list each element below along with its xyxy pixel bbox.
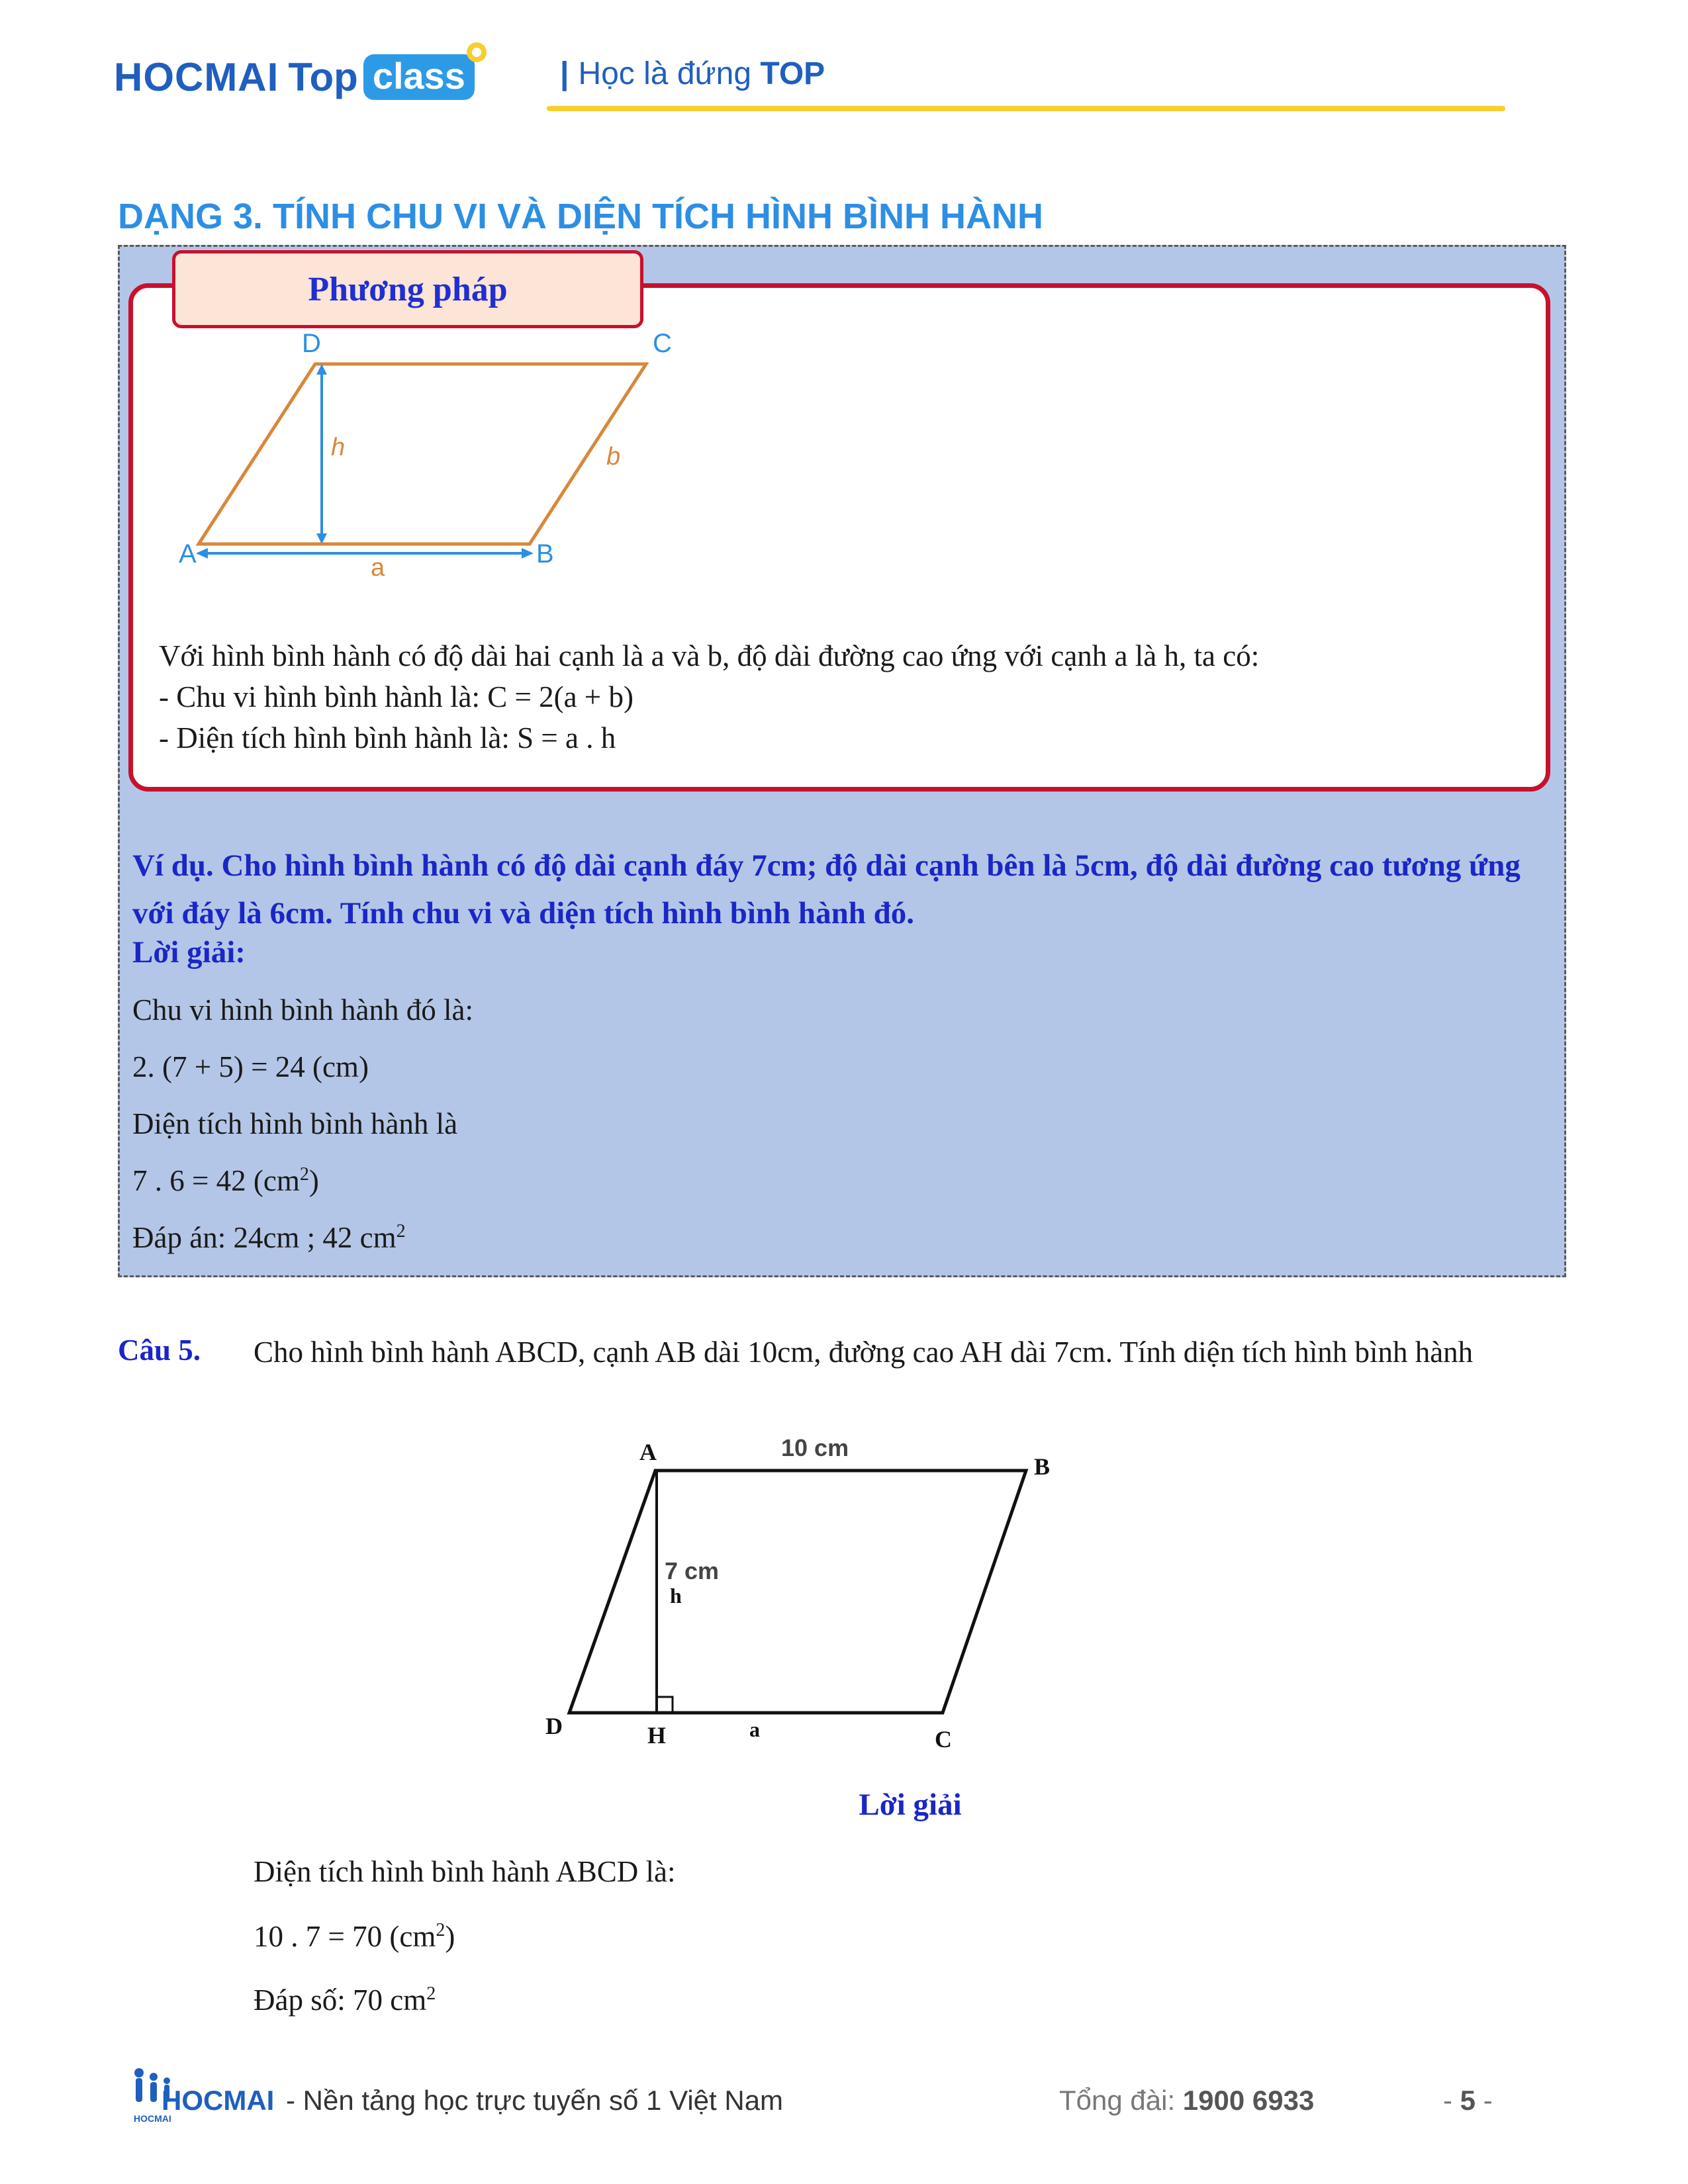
label-a: a	[749, 1717, 760, 1741]
label-a: a	[371, 554, 385, 576]
footer-slogan: - Nền tảng học trực tuyến số 1 Việt Nam	[286, 2085, 784, 2116]
length-ah: 7 cm	[665, 1557, 720, 1584]
question-label: Câu 5.	[118, 1334, 201, 1367]
label-h: h	[331, 433, 346, 461]
page-number-value: 5	[1460, 2085, 1476, 2116]
line5-base: Đáp án: 24cm ; 42 cm	[132, 1221, 397, 1254]
vertex-D: D	[545, 1713, 563, 1739]
example-solution-line: 2. (7 + 5) = 24 (cm)	[132, 1050, 369, 1083]
example-solution-line: Chu vi hình bình hành đó là:	[132, 993, 473, 1026]
method-tab: Phương pháp	[172, 250, 643, 328]
page-prefix: -	[1443, 2085, 1452, 2116]
parallelogram-abcd-shape	[569, 1471, 1026, 1713]
vertex-C: C	[935, 1726, 952, 1752]
line5-exp: 2	[396, 1221, 406, 1242]
perimeter-formula: - Chu vi hình bình hành là: C = 2(a + b)	[159, 680, 633, 713]
logo-hocmai: HOCMAI	[114, 55, 279, 99]
length-ab: 10 cm	[781, 1434, 849, 1461]
question-text: Cho hình bình hành ABCD, cạnh AB dài 10cm, đường cao AH dài 7cm. Tính diện tích hình bình hành	[254, 1336, 1474, 1369]
label-b: b	[606, 443, 621, 471]
line4-close: )	[308, 1164, 319, 1197]
logo-top: Top	[288, 55, 358, 99]
hotline-number: 1900 6933	[1182, 2085, 1315, 2116]
vertex-B: B	[536, 539, 554, 569]
brand-logo	[114, 54, 475, 100]
method-intro: Với hình bình hành có độ dài hai cạnh là a và b, độ dài đường cao ứng với cạnh a là h, ta có:	[159, 639, 1260, 672]
ans3-exp: 2	[426, 1983, 436, 2004]
footer-brand: HOCMAI	[162, 2085, 275, 2116]
vertex-D: D	[302, 329, 321, 358]
example-statement: Ví dụ. Cho hình bình hành có độ dài cạnh đáy 7cm; độ dài cạnh bên là 5cm, độ dài đường cao tương ứng với đáy là 6cm. Tính chu vi và diện tích hình bình hành đó.	[132, 848, 1521, 931]
ans3-base: Đáp số: 70 cm	[254, 1983, 427, 2017]
base-arrow-right	[522, 548, 534, 559]
example-solution-line	[132, 1163, 319, 1198]
example-solution-label: Lời giải:	[132, 935, 246, 970]
header-underline	[547, 106, 1505, 111]
line4-base: 7 . 6 = 42 (cm	[132, 1164, 300, 1197]
ans2-exp: 2	[436, 1920, 445, 1940]
question-solution-line	[254, 1919, 455, 1954]
tagline-prefix: Học là đứng	[578, 56, 752, 91]
example-answer	[132, 1220, 406, 1255]
section-title: DẠNG 3. TÍNH CHU VI VÀ DIỆN TÍCH HÌNH BÌNH HÀNH	[118, 197, 1044, 236]
page-number	[1443, 2085, 1493, 2116]
footer-logo-text: HOCMAI	[134, 2113, 171, 2124]
ans2-close: )	[445, 1920, 455, 1953]
parallelogram-figure	[172, 324, 702, 576]
example-solution-line: Diện tích hình bình hành là	[132, 1107, 458, 1140]
parallelogram-shape	[199, 364, 646, 544]
ans2-base: 10 . 7 = 70 (cm	[254, 1920, 436, 1953]
page-suffix: -	[1483, 2085, 1493, 2116]
tagline	[560, 56, 825, 92]
question-solution-label: Lời giải	[859, 1788, 962, 1822]
line4-exp: 2	[299, 1164, 309, 1185]
vertex-A: A	[639, 1439, 657, 1465]
foot-H: H	[647, 1722, 667, 1749]
footer-hotline	[1059, 2085, 1314, 2116]
vertex-C: C	[653, 329, 672, 358]
question-solution-line: Diện tích hình bình hành ABCD là:	[254, 1855, 676, 1888]
vertex-A: A	[179, 539, 197, 569]
logo-class	[363, 54, 475, 100]
label-h: h	[670, 1584, 682, 1608]
star-icon	[465, 41, 488, 64]
area-formula: - Diện tích hình bình hành là: S = a . h	[159, 721, 616, 754]
hotline-label: Tổng đài:	[1059, 2085, 1176, 2116]
right-angle-mark	[657, 1697, 673, 1713]
base-arrow-left	[196, 548, 208, 559]
tagline-divider: |	[560, 56, 569, 91]
tagline-top: TOP	[760, 56, 825, 91]
logo-class-text: class	[372, 55, 465, 97]
parallelogram-abcd-figure	[530, 1423, 1099, 1760]
vertex-B: B	[1034, 1453, 1051, 1480]
question-answer	[254, 1983, 436, 2017]
